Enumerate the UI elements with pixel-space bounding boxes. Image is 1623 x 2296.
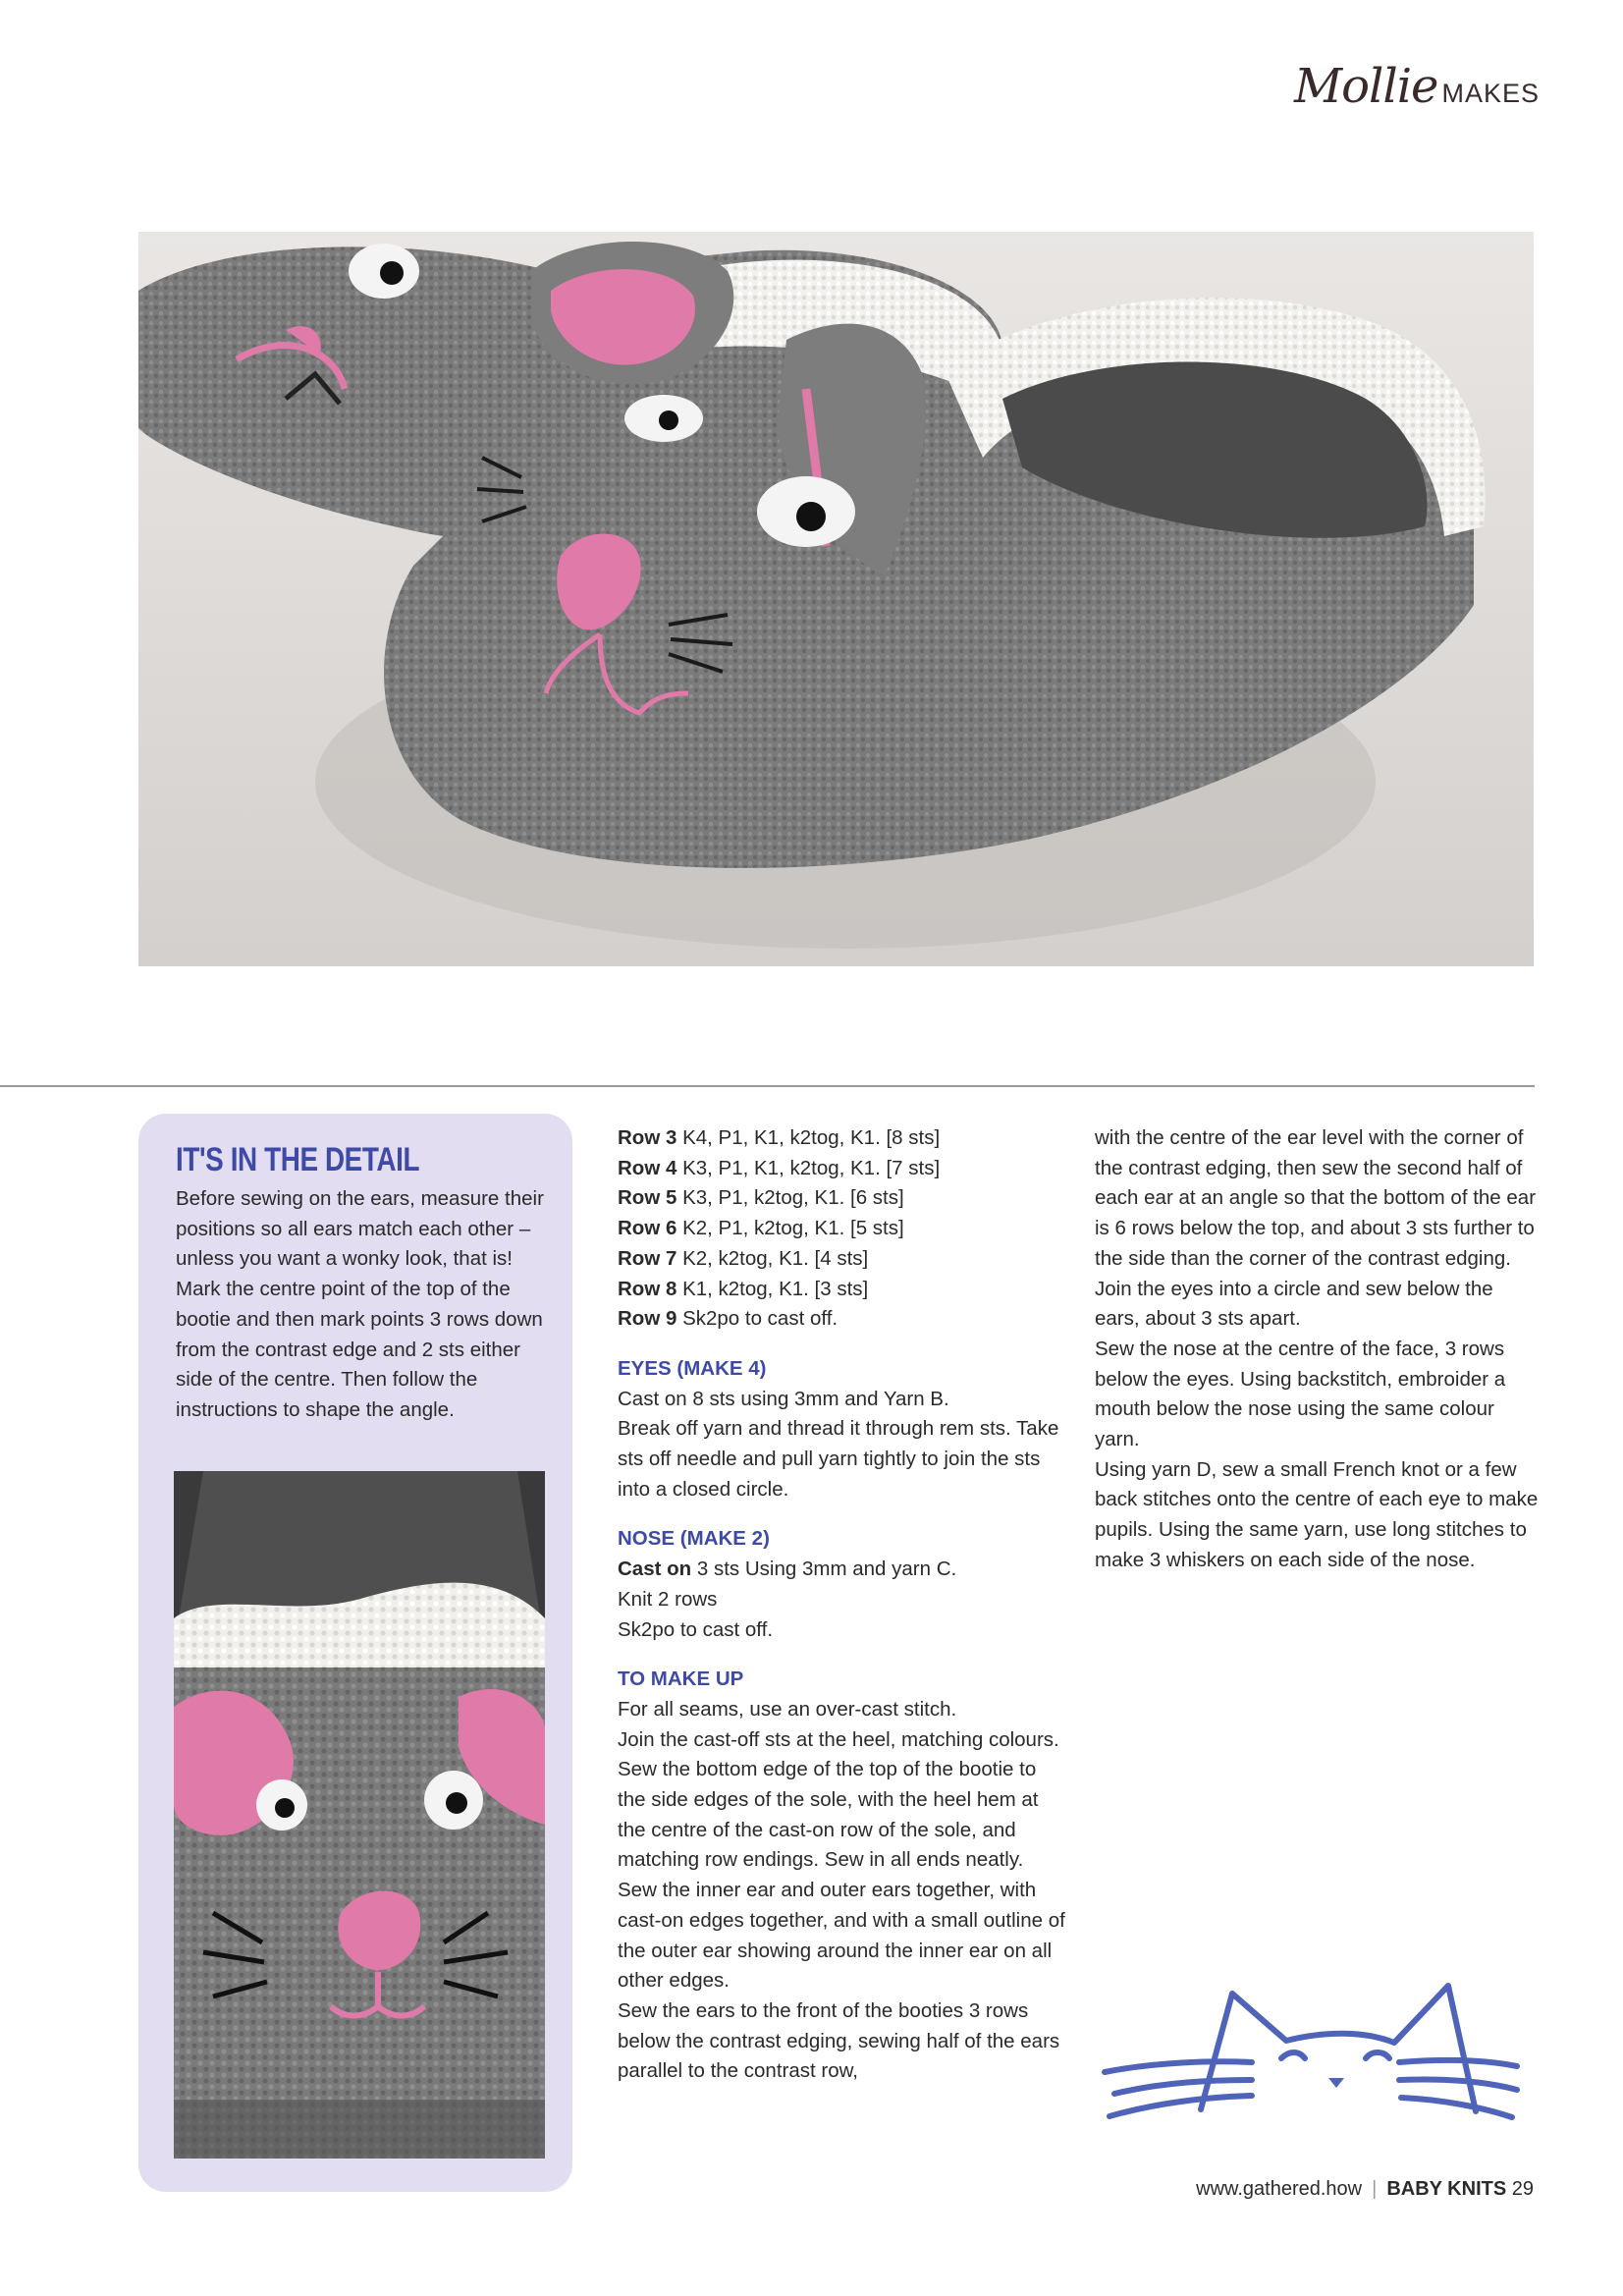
cat-doodle-icon <box>1095 1964 1527 2121</box>
make-up-paragraph: For all seams, use an over-cast stitch. <box>618 1697 957 1721</box>
cat-doodle-illustration <box>1095 1964 1527 2121</box>
section-divider <box>0 1085 1535 1087</box>
logo-makes: MAKES <box>1441 79 1540 108</box>
pattern-row: Row 9 Sk2po to cast off. <box>618 1307 839 1331</box>
make-up-paragraph: with the centre of the ear level with the corner of the contrast edging, then sew the second half of each ear at an angle so that the bottom of the ear is 6 rows below the top, and about 3 sts further to the side than the corner of the contrast edging. <box>1095 1126 1537 1270</box>
make-up-heading: TO MAKE UP <box>618 1667 744 1691</box>
pattern-row: Row 7 K2, k2tog, K1. [4 sts] <box>618 1246 869 1270</box>
footer-magazine: BABY KNITS <box>1386 2178 1507 2200</box>
nose-cast-on: Cast on 3 sts Using 3mm and yarn C. <box>618 1558 957 1581</box>
make-up-paragraph: Sew the inner ear and outer ears together, with cast-on edges together, and with a small outline of the outer ear showing around the inner ear on all other edges. <box>618 1879 1065 1993</box>
footer-url: www.gathered.how <box>1196 2178 1363 2200</box>
page-number: 29 <box>1511 2178 1534 2200</box>
pattern-row: Row 8 K1, k2tog, K1. [3 sts] <box>618 1277 869 1300</box>
magazine-logo <box>1294 59 1540 114</box>
make-up-paragraph: Sew the ears to the front of the booties 3 rows below the contrast edging, sewing half of the ears parallel to the contrast row, <box>618 1998 1060 2083</box>
make-up-paragraph: Join the cast-off sts at the heel, matching colours. Sew the bottom edge of the top of the bootie to the side edges of the sole, with the heel hem at the centre of the cast-on row of the sole, and matching row endings. Sew in all ends neatly. <box>618 1727 1059 1872</box>
nose-line: Sk2po to cast off. <box>618 1617 774 1641</box>
footer-separator: | <box>1372 2178 1378 2200</box>
make-up-paragraph: Join the eyes into a circle and sew below the ears, about 3 sts apart. <box>1095 1277 1493 1331</box>
pattern-row: Row 6 K2, P1, k2tog, K1. [5 sts] <box>618 1217 904 1240</box>
make-up-paragraph: Sew the nose at the centre of the face, 3 rows below the eyes. Using backstitch, embroider a mouth below the nose using the same colour yarn. <box>1095 1337 1506 1451</box>
nose-line: Knit 2 rows <box>618 1587 718 1611</box>
make-up-paragraph: Using yarn D, sew a small French knot or a few back stitches onto the centre of each eye to make pupils. Using the same yarn, use long stitches to make 3 whiskers on each side of the nose. <box>1095 1457 1539 1571</box>
pattern-row: Row 5 K3, P1, k2tog, K1. [6 sts] <box>618 1186 904 1210</box>
eyes-line: Cast on 8 sts using 3mm and Yarn B. <box>618 1387 949 1410</box>
logo-script: Mollie <box>1293 59 1438 114</box>
instructions-column-middle <box>618 1123 1069 2087</box>
page-footer <box>1196 2178 1534 2201</box>
eyes-line: Break off yarn and thread it through rem sts. Take sts off needle and pull yarn tightly to join the sts into a closed circle. <box>618 1417 1059 1501</box>
nose-heading: NOSE (MAKE 2) <box>618 1527 770 1551</box>
pattern-row: Row 4 K3, P1, K1, k2tog, K1. [7 sts] <box>618 1156 941 1179</box>
tip-sidebar <box>138 1114 572 2192</box>
inset-illustration <box>174 1471 545 2159</box>
eyes-heading: EYES (MAKE 4) <box>618 1356 767 1380</box>
instructions-column-right <box>1095 1123 1542 1576</box>
inset-photo-bootie-face <box>174 1471 545 2159</box>
pattern-row: Row 3 K4, P1, K1, k2tog, K1. [8 sts] <box>618 1126 941 1149</box>
hero-illustration <box>138 232 1534 966</box>
sidebar-title: IT'S IN THE DETAIL <box>176 1141 420 1178</box>
hero-photo-cat-booties <box>138 232 1534 966</box>
sidebar-body: Before sewing on the ears, measure their positions so all ears match each other – unless you want a wonky look, that is! Mark the centre point of the top of the bootie and then mark points 3 rows down from the contrast edge and 2 sts either side of the centre. Then follow the instructions to shape the angle. <box>176 1187 544 1421</box>
